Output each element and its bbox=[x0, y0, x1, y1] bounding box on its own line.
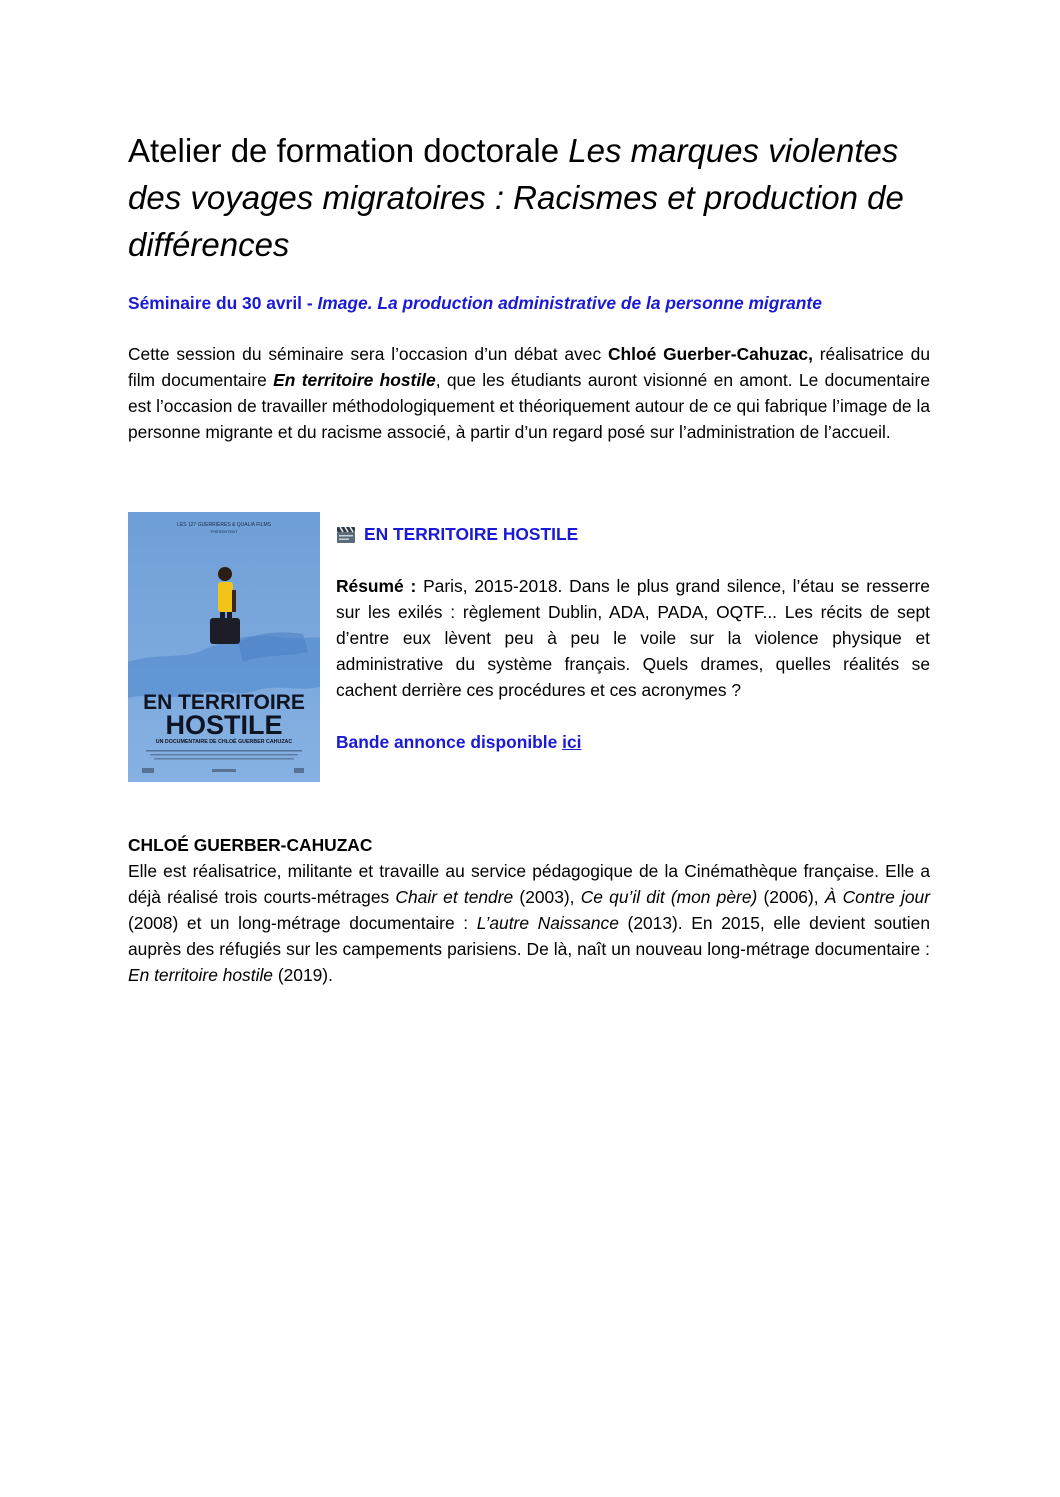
intro-text-1: Cette session du séminaire sera l’occasion d’un débat avec bbox=[128, 344, 608, 364]
trailer-text: Bande annonce disponible bbox=[336, 732, 563, 752]
bio-heading: CHLOÉ GUERBER-CAHUZAC bbox=[128, 835, 373, 855]
film-summary bbox=[336, 573, 930, 703]
document-page bbox=[128, 0, 930, 1497]
page-title bbox=[128, 127, 930, 268]
intro-director-name: Chloé Guerber-Cahuzac, bbox=[608, 344, 813, 364]
bio-text: (2019). bbox=[272, 965, 333, 985]
trailer-link[interactable]: ici bbox=[562, 732, 582, 752]
poster-title-line1: EN TERRITOIRE bbox=[143, 691, 305, 714]
poster-title-line2: HOSTILE bbox=[165, 710, 283, 740]
clapperboard-icon bbox=[336, 525, 356, 543]
film-heading bbox=[336, 521, 930, 547]
film-title: EN TERRITOIRE HOSTILE bbox=[364, 524, 579, 544]
bio-text: (2013). En 2015, elle devient soutien auprès des réfugiés sur les campements parisiens. De là, naît un nouveau long-métrage documentaire : bbox=[128, 913, 930, 959]
bio-text: (2003), bbox=[513, 887, 581, 907]
poster-top-credit: LES 127 GUERRIÈRES & QUALIA FILMS bbox=[177, 522, 271, 528]
title-plain: Atelier de formation doctorale bbox=[128, 132, 569, 169]
intro-text-2: réalisatrice du film documentaire bbox=[128, 344, 930, 390]
bio-work-title: Chair et tendre bbox=[395, 887, 514, 907]
bio-text: (2006), bbox=[757, 887, 825, 907]
seminar-heading bbox=[128, 290, 930, 316]
intro-paragraph bbox=[128, 341, 930, 445]
bio-text: Elle est réalisatrice, militante et travaille au service pédagogique de la Cinémathèque française. Elle a déjà réalisé trois courts-métrages bbox=[128, 861, 930, 907]
summary-label: Résumé : bbox=[336, 576, 417, 596]
title-italic: Les marques violentes des voyages migratoires : Racismes et production de différences bbox=[128, 132, 904, 263]
bio-work-title: En territoire hostile bbox=[128, 965, 273, 985]
bio-text: (2008) et un long-métrage documentaire : bbox=[128, 913, 477, 933]
film-poster-image bbox=[128, 512, 320, 782]
poster-presents: PRÉSENTENT bbox=[210, 529, 238, 534]
bio-work-title: L’autre Naissance bbox=[476, 913, 619, 933]
poster-subtitle: UN DOCUMENTAIRE DE CHLOÉ GUERBER CAHUZAC bbox=[155, 739, 293, 745]
intro-text-3: , que les étudiants auront visionné en amont. Le documentaire est l’occasion de travailler méthodologiquement et théoriquement autour de ce qui fabrique l’image de la personne migrante et du racisme associé, à partir d’un regard posé sur l’administration de l’accueil. bbox=[128, 370, 930, 442]
bio-work-title: À Contre jour bbox=[824, 887, 930, 907]
seminar-date: Séminaire du 30 avril - bbox=[128, 293, 318, 313]
bio-paragraph bbox=[128, 858, 930, 988]
bio-work-title: Ce qu’il dit (mon père) bbox=[580, 887, 758, 907]
seminar-topic: Image. La production administrative de la personne migrante bbox=[317, 293, 822, 313]
intro-film-title: En territoire hostile bbox=[273, 370, 436, 390]
summary-text: Paris, 2015-2018. Dans le plus grand silence, l’étau se resserre sur les exilés : règlement Dublin, ADA, PADA, OQTF... Les récits de sept d’entre eux lèvent peu à peu le voile sur la violence physique et administrative du système français. Quels drames, quelles réalités se cachent derrière ces procédures et ces acronymes ? bbox=[336, 576, 930, 700]
trailer-line bbox=[336, 729, 930, 755]
film-info bbox=[336, 521, 930, 755]
